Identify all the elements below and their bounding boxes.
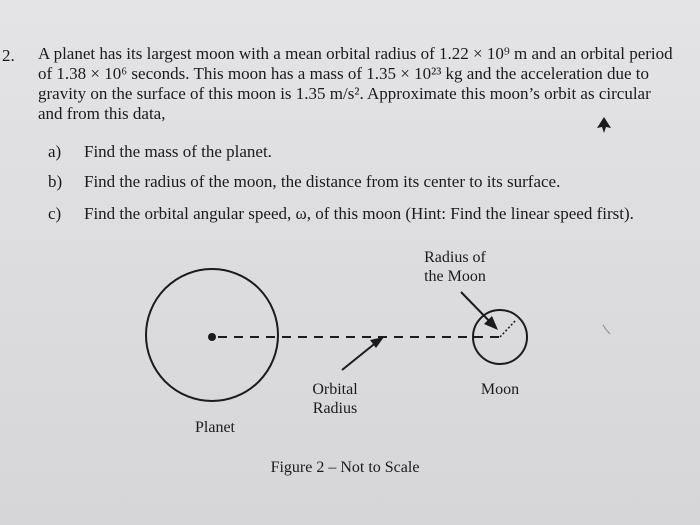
question-line: and from this data, bbox=[38, 104, 166, 123]
orbital-pointer-arrow bbox=[342, 341, 378, 370]
question-line: gravity on the surface of this moon is 1.35 m/s². Approximate this moon’s orbit as circular bbox=[38, 84, 651, 103]
moon-label: Moon bbox=[480, 381, 520, 398]
part-a-text: Find the mass of the planet. bbox=[84, 142, 272, 161]
question-line: of 1.38 × 10⁶ seconds. This moon has a mass of 1.35 × 10²³ kg and the acceleration due to bbox=[38, 64, 649, 83]
moon-radius-line bbox=[500, 320, 516, 337]
part-b-text: Find the radius of the moon, the distance from its center to its surface. bbox=[84, 172, 561, 191]
part-a-label: a) bbox=[48, 142, 62, 161]
part-b-label: b) bbox=[48, 172, 63, 191]
pen-mark bbox=[603, 325, 610, 334]
moon-radius-label: Radius of the Moon bbox=[424, 249, 486, 285]
part-c-label: c) bbox=[48, 204, 62, 223]
orbital-radius-label: Orbital Radius bbox=[312, 381, 358, 417]
part-c-text: Find the orbital angular speed, ω, of this moon (Hint: Find the linear speed first). bbox=[84, 204, 634, 223]
mouse-cursor-icon bbox=[596, 116, 612, 134]
planet-center-dot bbox=[208, 333, 216, 341]
question-line: A planet has its largest moon with a mean orbital radius of 1.22 × 10⁹ m and an orbital period bbox=[38, 44, 673, 63]
question-number: 2. bbox=[2, 46, 15, 65]
planet-label: Planet bbox=[195, 419, 235, 436]
figure-caption: Figure 2 – Not to Scale bbox=[270, 459, 420, 476]
